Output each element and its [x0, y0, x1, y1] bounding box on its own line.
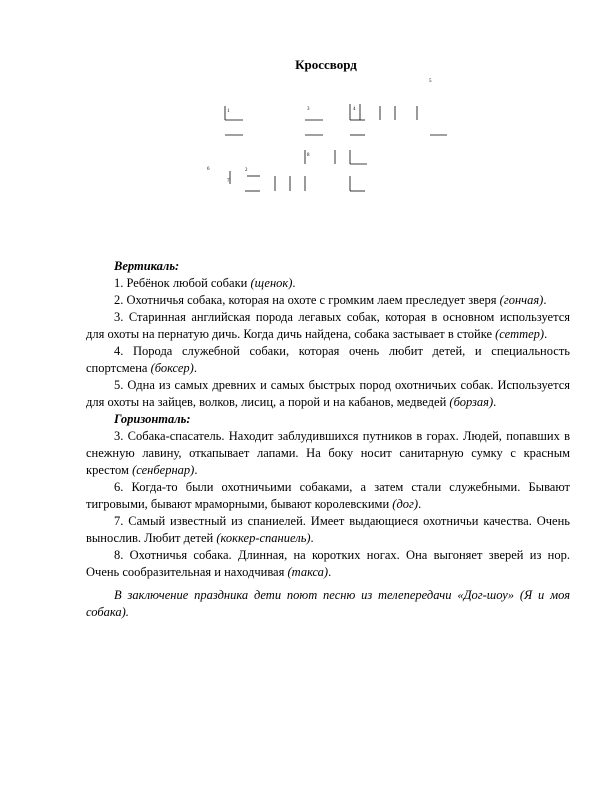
grid-number-3: 3: [307, 107, 310, 112]
crossword-lines: [205, 76, 450, 206]
grid-number-7: 7: [227, 179, 230, 184]
clue-horizontal-8: 8. Охотничья собака. Длинная, на коротких ногах. Она выгоняет зверей из нор. Очень сообразительная и находчивая (такса).: [86, 548, 570, 579]
grid-number-6: 6: [207, 167, 210, 172]
clue-horizontal-6: 6. Когда-то были охотничьими собаками, а затем стали служебными. Бывают тигровыми, бывают мраморными, бывают королевскими (дог).: [86, 480, 570, 511]
crossword-grid: [205, 76, 450, 206]
grid-number-4: 4: [353, 107, 356, 112]
clue-horizontal-3: 3. Собака-спасатель. Находит заблудившихся путников в горах. Людей, попавших в снежную лавину, откапывает лапами. На боку носит санитарную сумку с красным крестом (сенбернар).: [86, 429, 570, 477]
clue-vertical-4: 4. Порода служебной собаки, которая очень любит детей, и специальность спортсмена (боксер).: [86, 344, 570, 375]
clue-vertical-3: 3. Старинная английская порода легавых собак, которая в основном используется для охоты на пернатую дичь. Когда дичь найдена, собака застывает в стойке (сеттер).: [86, 310, 570, 341]
grid-number-8: 8: [307, 153, 310, 158]
grid-number-1: 1: [227, 109, 230, 114]
grid-number-2: 2: [245, 168, 248, 173]
clue-vertical-2: 2. Охотничья собака, которая на охоте с громким лаем преследует зверя (гончая).: [114, 293, 547, 307]
clue-vertical-1: 1. Ребёнок любой собаки (щенок).: [114, 276, 296, 290]
clues-section: [86, 258, 570, 621]
clue-vertical-5: 5. Одна из самых древних и самых быстрых пород охотничьих собак. Используется для охоты на зайцев, волков, лисиц, а порой и на кабанов, медведей (борзая).: [86, 378, 570, 409]
page-title: Кроссворд: [295, 57, 357, 72]
vertical-heading: Вертикаль:: [114, 259, 180, 273]
final-note: В заключение праздника дети поют песню из телепередачи «Дог-шоу» (Я и моя собака).: [86, 588, 570, 619]
clue-horizontal-7: 7. Самый известный из спаниелей. Имеет выдающиеся охотничьи качества. Очень вынослив. Любит детей (коккер-спаниель).: [86, 514, 570, 545]
horizontal-heading: Горизонталь:: [114, 412, 191, 426]
grid-number-5: 5: [429, 79, 432, 84]
